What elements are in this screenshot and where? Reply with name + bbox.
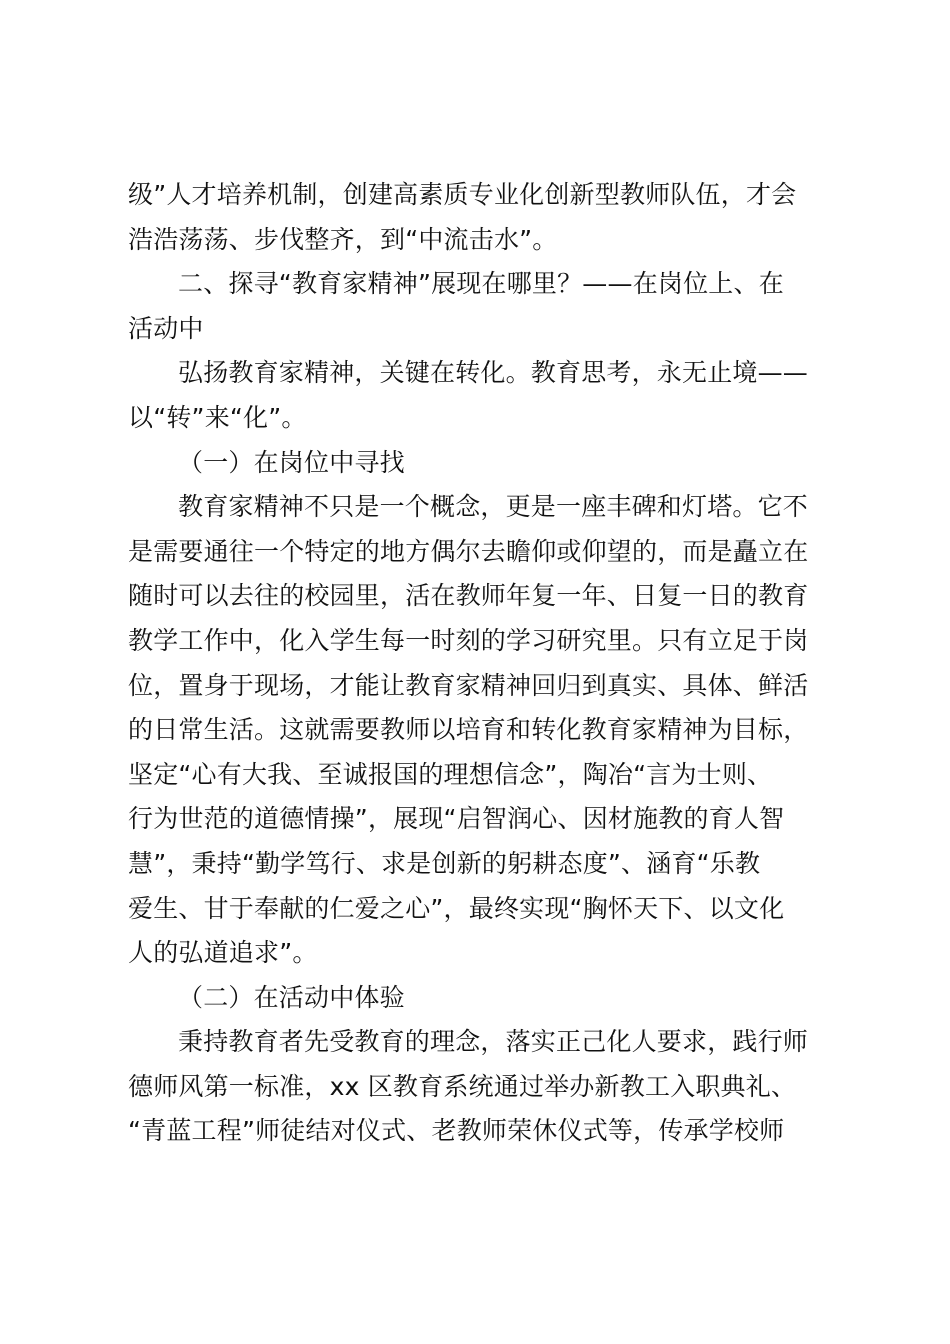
text-line: 教育家精神不只是一个概念，更是一座丰碑和灯塔。它不 — [178, 492, 809, 522]
text-line: 行为世范的道德情操”，展现“启智润心、因材施教的育人智 — [128, 804, 785, 834]
text-line: 级”人才培养机制，创建高素质专业化创新型教师队伍，才会 — [128, 180, 797, 209]
text-line: 秉持教育者先受教育的理念，落实正己化人要求，践行师 — [178, 1027, 809, 1057]
text-line: 浩浩荡荡、步伐整齐，到“中流击水”。 — [128, 224, 558, 254]
text-line: 随时可以去往的校园里，活在教师年复一年、日复一日的教育 — [128, 581, 809, 611]
text-line: 人的弘道追求”。 — [128, 938, 318, 968]
document-body — [128, 173, 833, 1154]
subsection-heading: （一）在岗位中寻找 — [178, 447, 405, 477]
text-line: 爱生、甘于奉献的仁爱之心”，最终实现“胸怀天下、以文化 — [128, 893, 785, 923]
text-line: 位，置身于现场，才能让教育家精神回归到真实、具体、鲜活 — [128, 670, 809, 700]
section-heading-continued: 活动中 — [128, 313, 204, 343]
subsection-heading: （二）在活动中体验 — [178, 982, 405, 1012]
section-heading: 二、探寻“教育家精神”展现在哪里？——在岗位上、在 — [178, 269, 784, 299]
text-line: 的日常生活。这就需要教师以培育和转化教育家精神为目标， — [128, 715, 809, 745]
text-line: 德师风第一标准，xx 区教育系统通过举办新教工入职典礼、 — [128, 1071, 797, 1101]
text-line: 教学工作中，化入学生每一时刻的学习研究里。只有立足于岗 — [128, 625, 809, 655]
text-line: 弘扬教育家精神，关键在转化。教育思考，永无止境—— — [178, 358, 809, 388]
text-line: 是需要通往一个特定的地方偶尔去瞻仰或仰望的，而是矗立在 — [128, 536, 809, 566]
text-line: 坚定“心有大我、至诚报国的理想信念”，陶冶“言为士则、 — [128, 759, 773, 789]
text-line: 以“转”来“化”。 — [128, 402, 307, 432]
text-line: “青蓝工程”师徒结对仪式、老教师荣休仪式等，传承学校师 — [128, 1116, 785, 1146]
text-line: 慧”，秉持“勤学笃行、求是创新的躬耕态度”、涵育“乐教 — [128, 848, 761, 878]
